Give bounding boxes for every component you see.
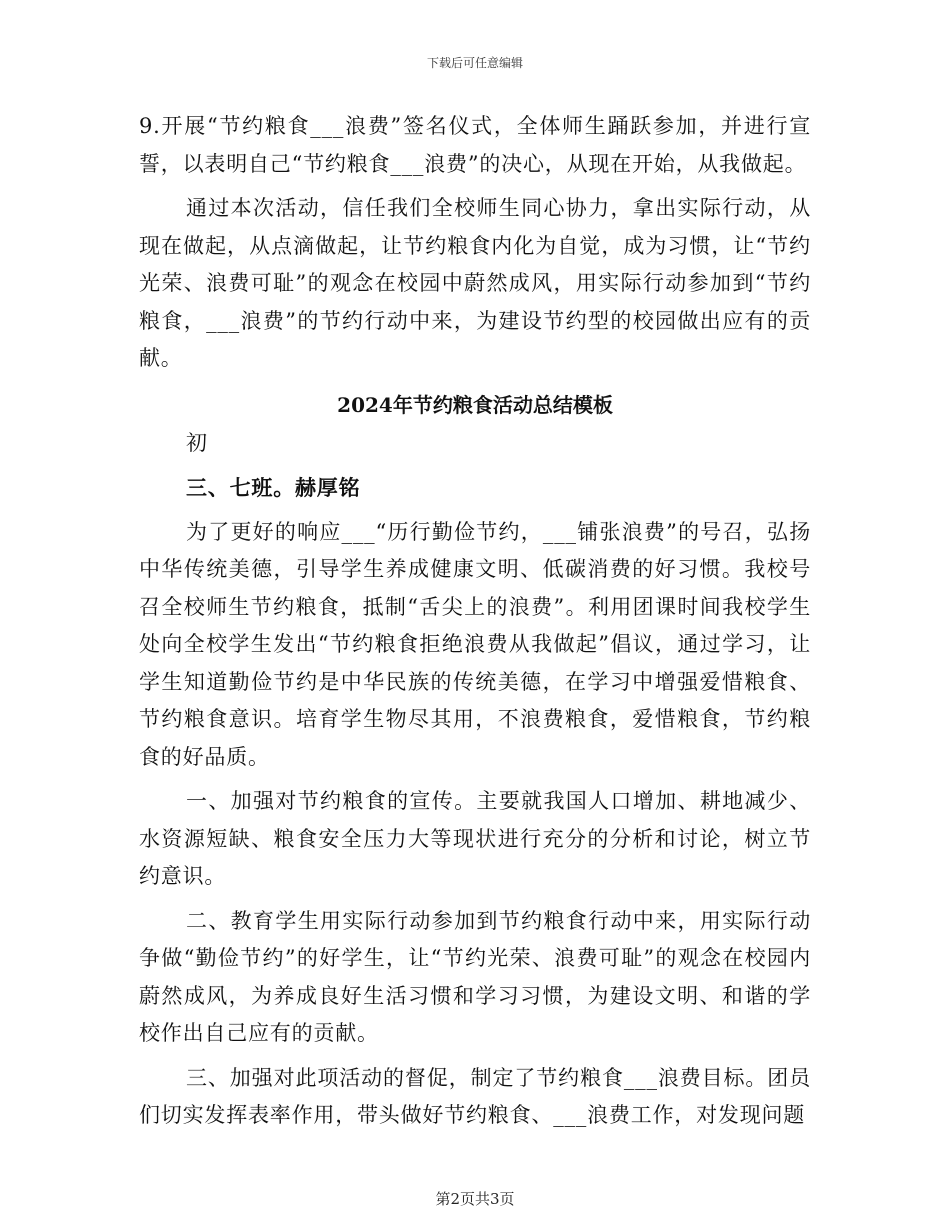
paragraph-intro: 为了更好的响应___“历行勤俭节约，___铺张浪费”的号召，弘扬中华传统美德，引导学生养成健康文明、低碳消费的好习惯。我校号召全校师生节约粮食，抵制“舌尖上的浪费”。利用团课时间我校学生处向全校学生发出“节约粮食拒绝浪费从我做起”倡议，通过学习，让学生知道勤俭节约是中华民族的传统美德，在学习中增强爱惜粮食、节约粮食意识。培育学生物尽其用，不浪费粮食，爱惜粮食，节约粮食的好品质。 (139, 519, 811, 769)
paragraph-activity-summary: 通过本次活动，信任我们全校师生同心协力，拿出实际行动，从现在做起，从点滴做起，让节约粮食内化为自觉，成为习惯，让“节约光荣、浪费可耻”的观念在校园中蔚然成风，用实际行动参加到“节约粮食，___浪费”的节约行动中来，为建设节约型的校园做出应有的贡献。 (139, 196, 811, 370)
document-body (139, 108, 811, 1142)
paragraph-grade: 初 (186, 430, 208, 455)
paragraph-item-9: 9.开展“节约粮食___浪费”签名仪式，全体师生踊跃参加，并进行宣誓，以表明自己“节约粮食___浪费”的决心，从现在开始，从我做起。 (139, 114, 811, 176)
paragraph-section-2: 二、教育学生用实际行动参加到节约粮食行动中来，用实际行动争做“勤俭节约”的好学生，让“节约光荣、浪费可耻”的观念在校园内蔚然成风，为养成良好生活习惯和学习习惯，为建设文明、和谐的学校作出自己应有的贡献。 (139, 908, 811, 1045)
page-header: 下载后可任意编辑 (426, 56, 523, 70)
paragraph-author: 三、七班。赫厚铭 (186, 475, 361, 500)
paragraph-section-1: 一、加强对节约粮食的宣传。主要就我国人口增加、耕地减少、水资源短缺、粮食安全压力大等现状进行充分的分析和讨论，树立节约意识。 (139, 789, 811, 888)
page-footer: 第2页共3页 (435, 1190, 515, 1208)
document-title: 2024年节约粮食活动总结模板 (337, 392, 613, 417)
paragraph-section-3: 三、加强对此项活动的督促，制定了节约粮食___浪费目标。团员们切实发挥表率作用，带头做好节约粮食、___浪费工作，对发现问题 (139, 1065, 811, 1127)
